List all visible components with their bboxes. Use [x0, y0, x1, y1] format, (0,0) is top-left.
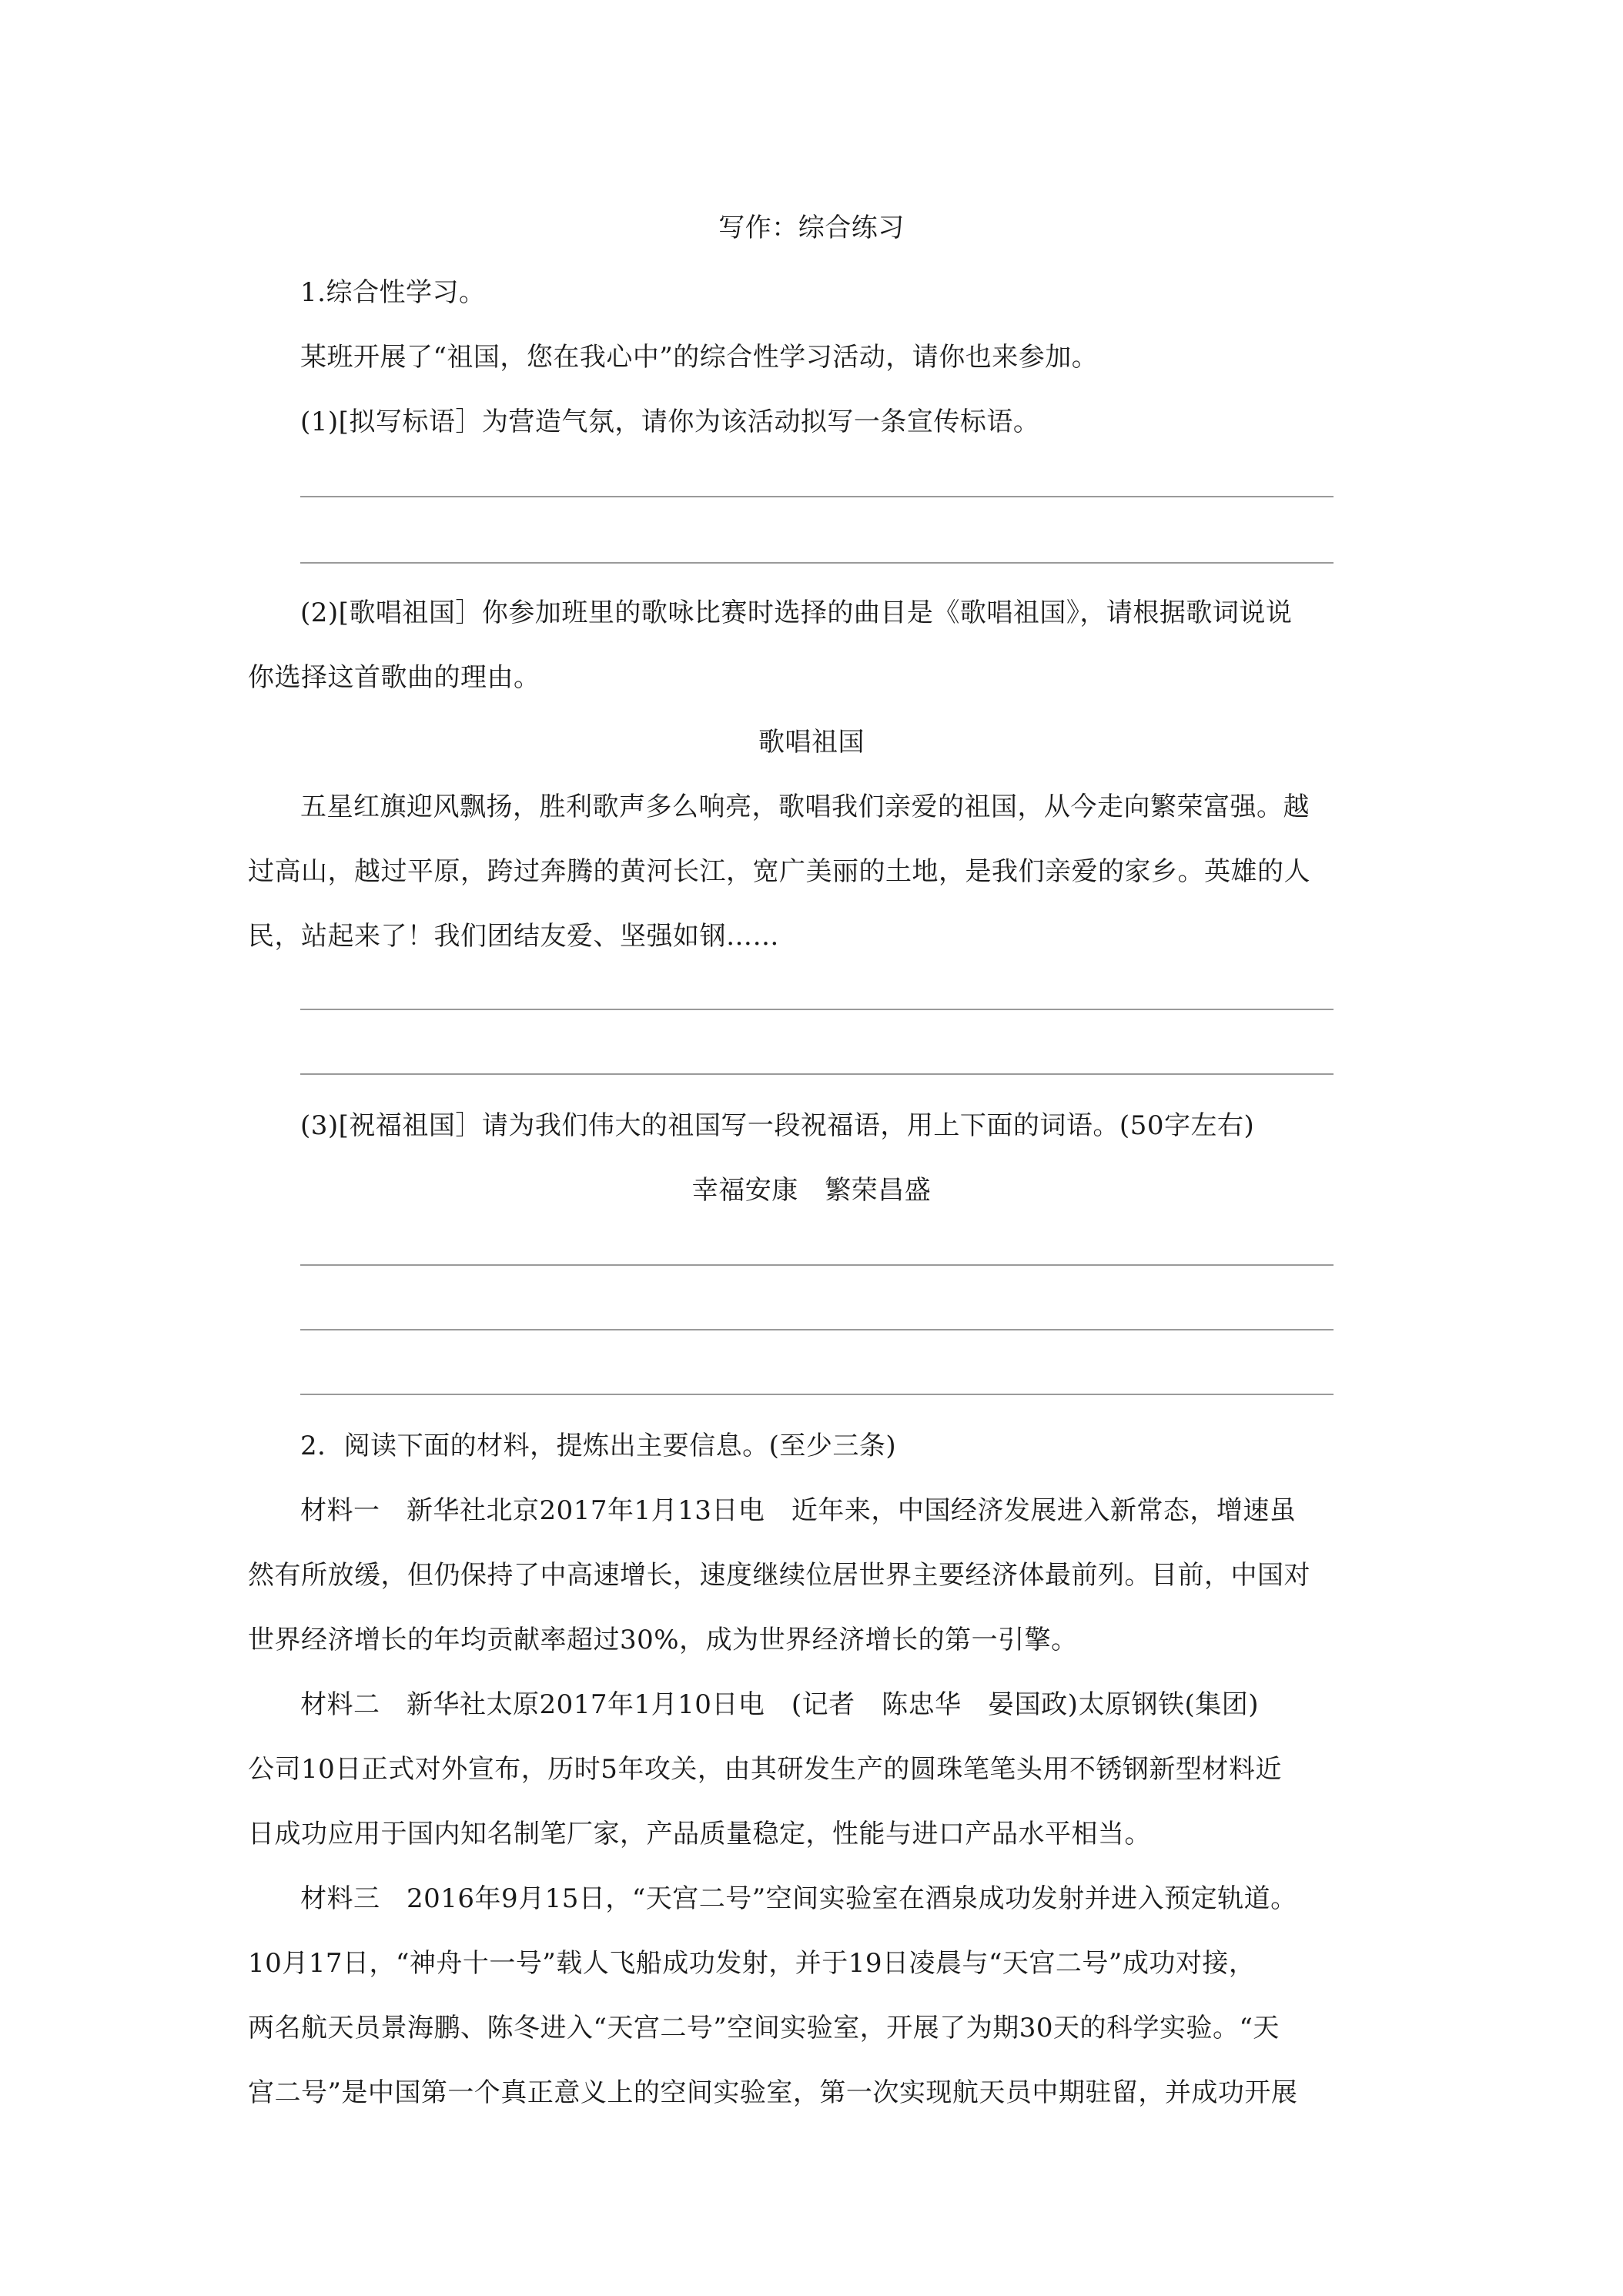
material2-line3: 日成功应用于国内知名制笔厂家，产品质量稳定，性能与进口产品水平相当。 [248, 1819, 1151, 1849]
material2-line2: 公司10日正式对外宣布，历时5年攻关，由其研发生产的圆珠笔笔头用不锈钢新型材料近 [248, 1754, 1282, 1785]
answer-line[interactable] [300, 1329, 1334, 1330]
q1-sub2-prompt-line2: 你选择这首歌曲的理由。 [248, 662, 540, 693]
song-lyrics-line3: 民，站起来了！我们团结友爱、坚强如钢…… [248, 921, 779, 952]
material2-line1: 材料二 新华社太原2017年1月10日电 (记者 陈忠华 晏国政)太原钢铁(集团) [300, 1689, 1259, 1720]
q2-heading: 2．阅读下面的材料，提炼出主要信息。(至少三条) [300, 1431, 897, 1461]
answer-line[interactable] [300, 1009, 1334, 1010]
material1-line2: 然有所放缓，但仍保持了中高速增长，速度继续位居世界主要经济体最前列。目前，中国对 [248, 1560, 1310, 1591]
material3-line2: 10月17日，“神舟十一号”载人飞船成功发射，并于19日凌晨与“天宫二号”成功对接， [248, 1948, 1256, 1979]
song-lyrics-line1: 五星红旗迎风飘扬，胜利歌声多么响亮，歌唱我们亲爱的祖国，从今走向繁荣富强。越 [300, 792, 1310, 822]
material3-line3: 两名航天员景海鹏、陈冬进入“天宫二号”空间实验室，开展了为期30天的科学实验。“天 [248, 2013, 1280, 2043]
q1-intro: 某班开展了“祖国，您在我心中”的综合性学习活动，请你也来参加。 [300, 342, 1099, 373]
material1-line3: 世界经济增长的年均贡献率超过30%，成为世界经济增长的第一引擎。 [248, 1625, 1078, 1655]
q1-sub3-prompt: (3)[祝福祖国］请为我们伟大的祖国写一段祝福语，用上下面的词语。(50字左右) [300, 1110, 1255, 1141]
material1-line1: 材料一 新华社北京2017年1月13日电 近年来，中国经济发展进入新常态，增速虽 [300, 1495, 1297, 1526]
q1-sub1-prompt: (1)[拟写标语］为营造气氛，请你为该活动拟写一条宣传标语。 [300, 407, 1040, 437]
answer-line[interactable] [300, 496, 1334, 497]
required-words: 幸福安康 繁荣昌盛 [691, 1175, 932, 1206]
song-title: 歌唱祖国 [758, 727, 865, 758]
song-lyrics-line2: 过高山，越过平原，跨过奔腾的黄河长江，宽广美丽的土地，是我们亲爱的家乡。英雄的人 [248, 856, 1310, 887]
answer-line[interactable] [300, 562, 1334, 564]
page-title: 写作：综合练习 [718, 213, 905, 243]
answer-line[interactable] [300, 1264, 1334, 1266]
q1-sub2-prompt-line1: (2)[歌唱祖国］你参加班里的歌咏比赛时选择的曲目是《歌唱祖国》，请根据歌词说说 [300, 597, 1293, 628]
answer-line[interactable] [300, 1394, 1334, 1395]
answer-line[interactable] [300, 1073, 1334, 1075]
material3-line1: 材料三 2016年9月15日，“天宫二号”空间实验室在酒泉成功发射并进入预定轨道。 [300, 1883, 1297, 1914]
material3-line4: 宫二号”是中国第一个真正意义上的空间实验室，第一次实现航天员中期驻留，并成功开展 [248, 2077, 1298, 2108]
q1-heading: 1.综合性学习。 [300, 277, 486, 308]
